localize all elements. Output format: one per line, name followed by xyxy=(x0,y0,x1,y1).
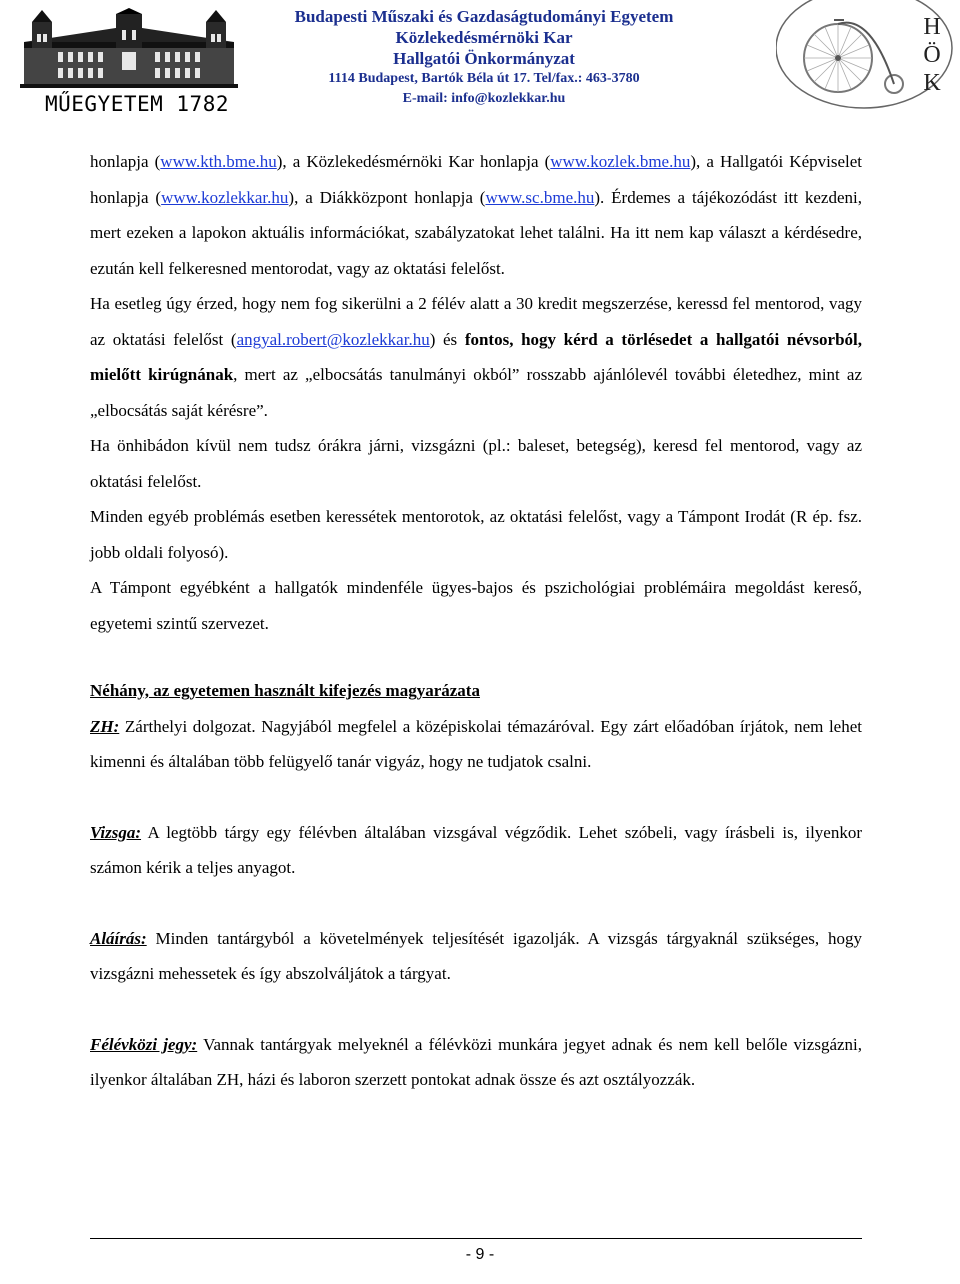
glossary-zh xyxy=(90,709,862,780)
link-email-angyal[interactable]: angyal.robert@kozlekkar.hu xyxy=(236,329,430,349)
definition-felevkozi: Vannak tantárgyak melyeknél a félévközi munkára jegyet adnak és nem kell belőle vizsgázni, ilyenkor általában ZH, házi és laboron szerzett pontokat adnak össze és azt osztályozzák. xyxy=(90,1034,863,1089)
spacer xyxy=(90,780,862,815)
muegyetem-logo xyxy=(18,8,240,116)
header-institution-block xyxy=(244,6,724,109)
address: 1114 Budapest, Bartók Béla út 17. Tel/fax.: 463-3780 xyxy=(328,71,640,86)
university-name: Budapesti Műszaki és Gazdaságtudományi Egyetem xyxy=(294,7,674,26)
term-felevkozi: Félévközi jegy: xyxy=(90,1034,198,1054)
text-span: ), a Hallgatói Képviselet honlapja ( xyxy=(90,152,863,207)
text-span: honlapja ( xyxy=(90,152,161,171)
email: E-mail: info@kozlekkar.hu xyxy=(402,91,566,106)
hok-letter-k: K xyxy=(923,70,941,96)
glossary-felevkozi xyxy=(90,1027,862,1098)
hok-logo xyxy=(776,0,960,115)
definition-vizsga: A legtöbb tárgy egy félévben általában vizsgával végződik. Lehet szóbeli, vagy írásbeli is, ilyenkor számon kérik a teljes anyagot. xyxy=(90,822,862,877)
text-span: , mert az „elbocsátás tanulmányi okból” rosszabb ajánlólevél további életedhez, mint az „elbocsátás saját kérésre”. xyxy=(90,365,862,420)
definition-zh: Zárthelyi dolgozat. Nagyjából megfelel a középiskolai témazáróval. Egy zárt előadóban írjátok, nem lehet kimenni és általában több felügyelő tanár vigyáz, hogy ne tudjatok csalni. xyxy=(90,716,862,771)
term-zh: ZH: xyxy=(90,716,120,736)
student-union-name: Hallgatói Önkormányzat xyxy=(393,49,575,68)
page-number: - 9 - xyxy=(465,1246,495,1263)
paragraph-websites xyxy=(90,144,862,286)
term-alairas: Aláírás: xyxy=(90,928,147,948)
paragraph-tampont-office: Minden egyéb problémás esetben keressétek mentorotok, az oktatási felelőst, vagy a Támpont Irodát (R ép. fsz. jobb oldali folyosó). xyxy=(90,507,862,562)
hok-letter-o: Ö xyxy=(923,42,941,68)
text-span: ), a Diákközpont honlapja ( xyxy=(288,187,486,207)
muegyetem-logo-text: MŰEGYETEM 1782 xyxy=(44,92,229,116)
bicycle-icon xyxy=(776,0,960,115)
text-span: ), a Közlekedésmérnöki Kar honlapja ( xyxy=(276,152,551,171)
paragraph-credits xyxy=(90,286,862,428)
paragraph-absence: Ha önhibádon kívül nem tudsz órákra járni, vizsgázni (pl.: baleset, betegség), keresd fel mentorod, vagy az oktatási felelőst. xyxy=(90,436,862,491)
page-header xyxy=(0,0,960,118)
bold-warning: fontos, hogy kérd a törlésedet a hallgatói névsorból, mielőtt kirúgnának xyxy=(90,329,862,384)
link-kozlek[interactable]: www.kozlek.bme.hu xyxy=(550,152,691,171)
paragraph-tampont-info: A Támpont egyébként a hallgatók mindenféle ügyes-bajos és pszichológiai problémáira megoldást kereső, egyetemi szintű szervezet. xyxy=(90,578,862,633)
link-kozlekkar[interactable]: www.kozlekkar.hu xyxy=(161,187,289,207)
footer-divider xyxy=(90,1238,862,1239)
spacer xyxy=(90,992,862,1027)
hok-letter-h: H xyxy=(923,14,941,40)
main-content xyxy=(90,144,862,1098)
glossary-heading: Néhány, az egyetemen használt kifejezés magyarázata xyxy=(90,681,480,700)
glossary-alairas xyxy=(90,921,862,992)
glossary-vizsga xyxy=(90,815,862,886)
definition-alairas: Minden tantárgyból a követelmények teljesítését igazolják. A vizsgás tárgyaknál szükséges, hogy vizsgázni mehessetek és így abszolváljátok a tárgyat. xyxy=(90,928,862,983)
text-span: Ha esetleg úgy érzed, hogy nem fog sikerülni a 2 félév alatt a 30 kredit megszerzése, keressd fel mentorod, vagy az oktatási felelőst ( xyxy=(90,294,862,349)
link-sc[interactable]: www.sc.bme.hu xyxy=(485,187,595,207)
university-building-icon xyxy=(18,8,240,92)
faculty-name: Közlekedésmérnöki Kar xyxy=(395,28,573,47)
text-span: ) és xyxy=(429,329,465,349)
term-vizsga: Vizsga: xyxy=(90,822,142,842)
text-span: ). Érdemes a tájékozódást itt kezdeni, mert ezeken a lapokon aktuális információkat, szabályzatokat lehet találni. Ha itt nem kap választ a kérdésedre, ezután kell felkeresned mentorodat, vagy az oktatási felelőst. xyxy=(90,187,862,278)
spacer xyxy=(90,886,862,921)
spacer xyxy=(90,641,862,673)
link-kth[interactable]: www.kth.bme.hu xyxy=(160,152,277,171)
